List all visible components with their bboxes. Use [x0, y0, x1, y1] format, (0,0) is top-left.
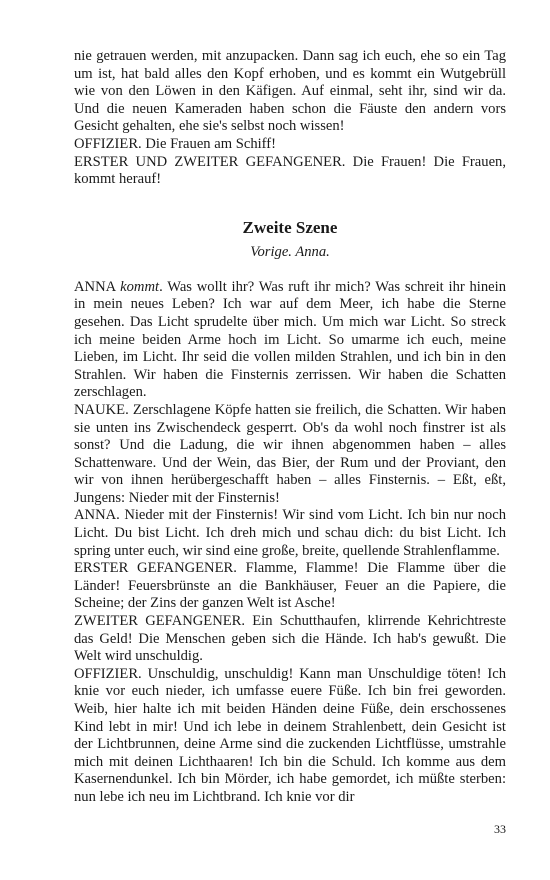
paragraph-offizier-speech: OFFIZIER. Unschuldig, unschuldig! Kann man Unschuldige töten! Ich knie vor euch nieder, ich umfasse euere Füße. Ich bin frei geworden. Weib, hier halte ich mit beiden Händen deine Füße, dein erschossenes Kind lebt in mir! Und ich lebe in deinem Strahlenbett, dein Gesicht ist der Lichtbrunnen, deine Arme sind die zuckenden Lichtflüsse, umstrahle mich mit deinen Lichthaaren! Ich bin die Schuld. Ich komme aus dem Kasernendunkel. Ich bin Mörder, ich habe gemordet, ich müßte sterben: nun lebe ich neu im Lichtbrand. Ich knie vor dir	[74, 665, 506, 805]
page-number: 33	[494, 822, 506, 836]
paragraph-zweiter-gefangener: ZWEITER GEFANGENER. Ein Schutthaufen, klirrende Kehrichtreste das Geld! Die Menschen geben sich die Hände. Ich hab's gewußt. Die Welt wird unschuldig.	[74, 613, 506, 665]
paragraph-nauke: NAUKE. Zerschlagene Köpfe hatten sie freilich, die Schatten. Wir haben sie unten ins Zwischendeck gesperrt. Ob's da wohl noch finstrer ist als sonst? Und die Ladung, die wir ihnen abgenommen haben – alles Schattenware. Und der Wein, das Bier, der Rum und der Proviant, den wir von ihnen herübergeschafft haben – alles Finsternis. – Eßt, eßt, Jungens: Nieder mit der Finsternis!	[74, 401, 506, 506]
paragraph-gefangene: ERSTER UND ZWEITER GEFANGENER. Die Frauen! Die Frauen, kommt herauf!	[74, 153, 506, 188]
book-page	[74, 48, 506, 807]
stage-direction: kommt	[120, 278, 160, 295]
paragraph-erster-gefangener: ERSTER GEFANGENER. Flamme, Flamme! Die Flamme über die Länder! Feuersbrünste an die Bankhäuser, Feuer an die Papiere, die Scheine; der Zins der ganzen Welt ist Asche!	[74, 560, 506, 612]
paragraph-continuation: nie getrauen werden, mit anzupacken. Dann sag ich euch, ehe so ein Tag um ist, hat bald alles den Kopf erhoben, und es kommt ein Wutgebrüll wie von den Löwen in den Käfigen. Auf einmal, seht ihr, sind wir da. Und die neuen Kameraden haben schon die Fäuste den andern vors Gesicht gehalten, ehe sie's selbst noch wissen!	[74, 48, 506, 135]
paragraph-offizier: OFFIZIER. Die Frauen am Schiff!	[74, 135, 276, 152]
speaker-name: ANNA	[74, 278, 116, 295]
paragraph-anna-entrance	[74, 279, 506, 402]
paragraph-anna: ANNA. Nieder mit der Finsternis! Wir sind vom Licht. Ich bin nur noch Licht. Du bist Licht. Ich dreh mich und schau dich: du bist Licht. Ich spring unter euch, wir sind eine große, breite, quellende Strahlenflamme.	[74, 507, 506, 559]
scene-title: Zweite Szene	[242, 217, 338, 237]
scene-subtitle: Vorige. Anna.	[250, 243, 330, 260]
speech-text: . Was wollt ihr? Was ruft ihr mich? Was schreit ihr hinein in mein neues Leben? Ich war auf dem Meer, ich habe die Sterne gesehen. Das Licht sprudelte über mich. Um mich war Licht. So streck ich meine beiden Arme hoch im Licht. So umarme ich euch, meine Lieben, im Licht. Ihr seid die vollen milden Strahlen, und ich bin in den Strahlen. Wir haben die Finsternis zerrissen. Wir haben die Schatten zerschlagen.	[74, 278, 506, 401]
